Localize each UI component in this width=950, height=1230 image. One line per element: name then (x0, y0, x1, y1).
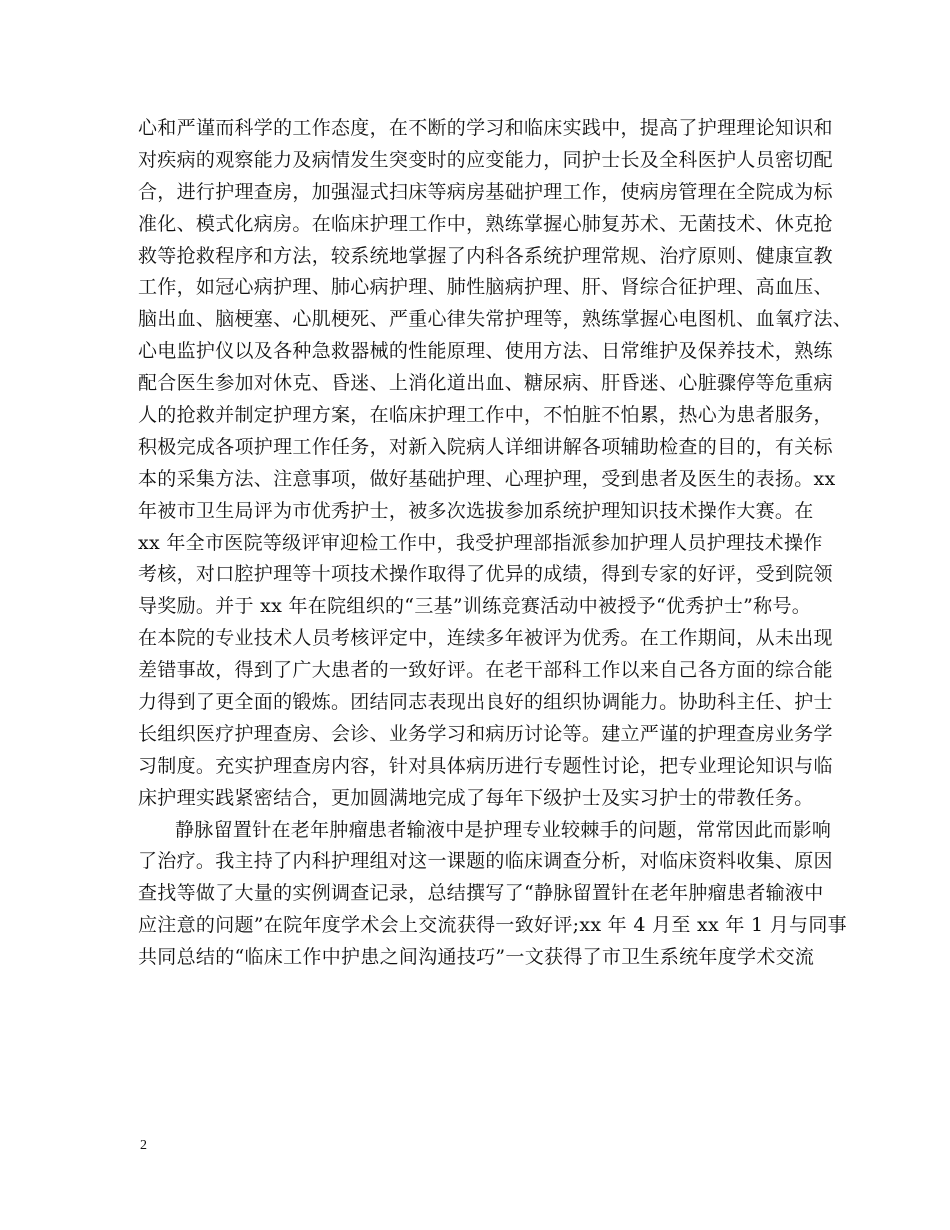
text-line: 了治疗。我主持了内科护理组对这一课题的临床调查分析，对临床资料收集、原因 (138, 850, 833, 873)
text-line: 考核，对口腔护理等十项技术操作取得了优异的成绩，得到专家的好评，受到院领 (138, 563, 833, 586)
text-line: 人的抢救并制定护理方案，在临床护理工作中，不怕脏不怕累，热心为患者服务， (138, 404, 833, 427)
text-line: 积极完成各项护理工作任务，对新入院病人详细讲解各项辅助检查的目的，有关标 (138, 435, 833, 458)
text-line: 合，进行护理查房，加强湿式扫床等病房基础护理工作，使病房管理在全院成为标 (138, 180, 833, 203)
text-line: 年被市卫生局评为市优秀护士，被多次选拔参加系统护理知识技术操作大赛。在 (138, 499, 814, 522)
body-text (138, 113, 853, 974)
text-line: 本的采集方法、注意事项，做好基础护理、心理护理，受到患者及医生的表扬。xx (138, 467, 836, 490)
text-line: 配合医生参加对休克、昏迷、上消化道出血、糖尿病、肝昏迷、心脏骤停等危重病 (138, 372, 833, 395)
text-line: 习制度。充实护理查房内容，针对具体病历进行专题性讨论，把专业理论知识与临 (138, 754, 833, 777)
text-line: 共同总结的“临床工作中护患之间沟通技巧”一文获得了市卫生系统年度学术交流 (138, 946, 815, 969)
text-line: 差错事故，得到了广大患者的一致好评。在老干部科工作以来自己各方面的综合能 (138, 659, 833, 682)
text-line: 应注意的问题”在院年度学术会上交流获得一致好评;xx 年 4 月至 xx 年 1 月与同事 (138, 914, 847, 937)
text-line: 脑出血、脑梗塞、心肌梗死、严重心律失常护理等，熟练掌握心电图机、血氧疗法、 (138, 308, 853, 331)
text-line: 对疾病的观察能力及病情发生突变时的应变能力，同护士长及全科医护人员密切配 (138, 148, 833, 171)
text-line: xx 年全市医院等级评审迎检工作中，我受护理部指派参加护理人员护理技术操作 (138, 531, 823, 554)
text-line: 力得到了更全面的锻炼。团结同志表现出良好的组织协调能力。协助科主任、护士 (138, 691, 833, 714)
text-line: 心和严谨而科学的工作态度，在不断的学习和临床实践中，提高了护理理论知识和 (138, 117, 833, 139)
text-line: 救等抢救程序和方法，较系统地掌握了内科各系统护理常规、治疗原则、健康宣教 (138, 244, 833, 267)
paragraph-start-line: 静脉留置针在老年肿瘤患者输液中是护理专业较棘手的问题，常常因此而影响 (175, 818, 832, 841)
text-line: 查找等做了大量的实例调查记录，总结撰写了“静脉留置针在老年肿瘤患者输液中 (138, 882, 824, 905)
text-line: 床护理实践紧密结合，更加圆满地完成了每年下级护士及实习护士的带教任务。 (138, 786, 814, 809)
text-line: 导奖励。并于 xx 年在院组织的“三基”训练竞赛活动中被授予“优秀护士”称号。 (138, 595, 812, 618)
page-number: 2 (140, 1138, 147, 1153)
text-line: 长组织医疗护理查房、会诊、业务学习和病历讨论等。建立严谨的护理查房业务学 (138, 722, 833, 745)
text-line: 心电监护仪以及各种急救器械的性能原理、使用方法、日常维护及保养技术，熟练 (138, 340, 833, 363)
text-line: 在本院的专业技术人员考核评定中，连续多年被评为优秀。在工作期间，从未出现 (138, 627, 833, 650)
text-line: 准化、模式化病房。在临床护理工作中，熟练掌握心肺复苏术、无菌技术、休克抢 (138, 212, 833, 235)
text-line: 工作，如冠心病护理、肺心病护理、肺性脑病护理、肝、肾综合征护理、高血压、 (138, 276, 833, 299)
